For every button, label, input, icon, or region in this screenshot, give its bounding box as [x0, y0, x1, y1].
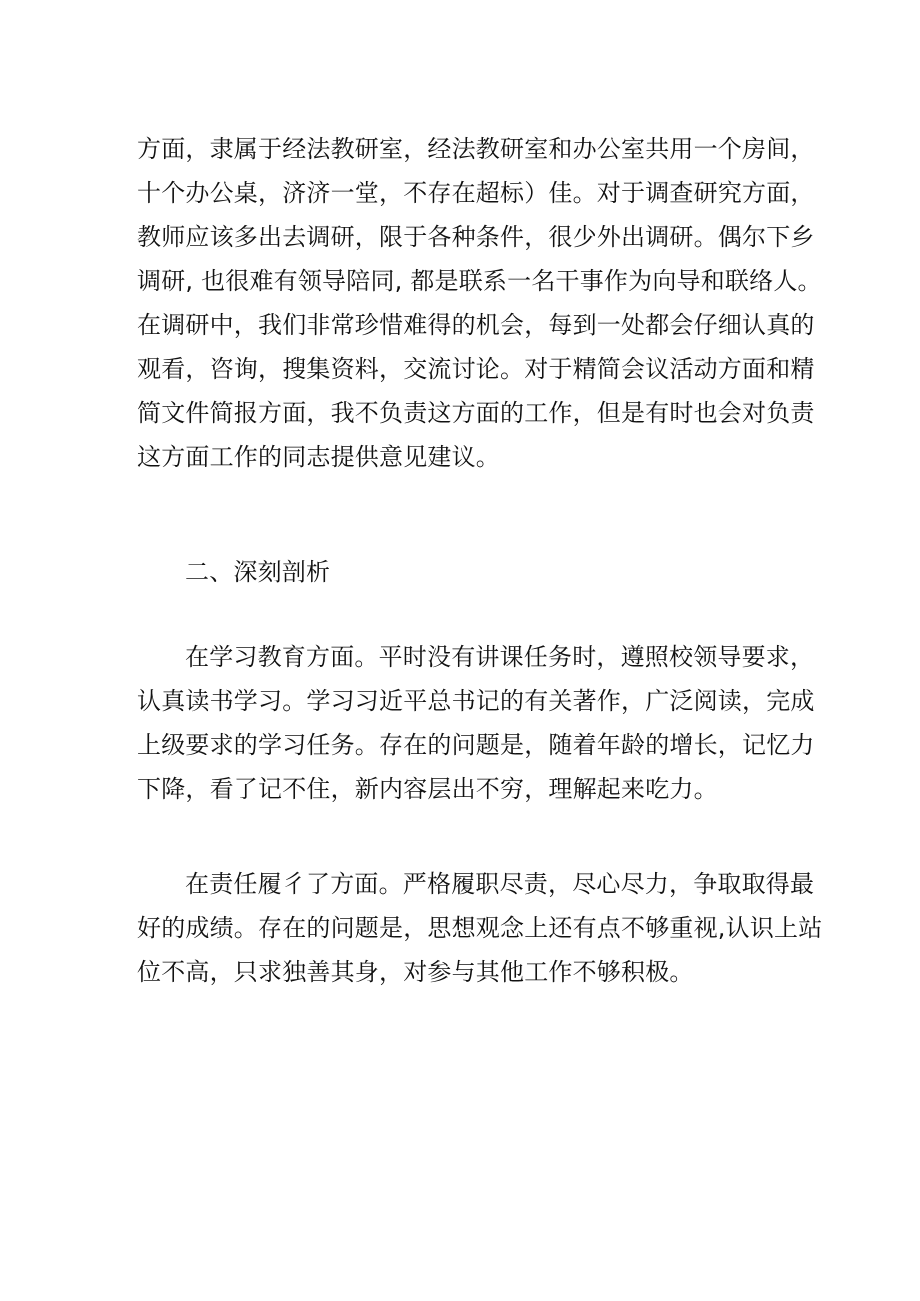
- text-line: 简文件简报方面，我不负责这方面的工作，但是有时也会对负责: [137, 399, 815, 427]
- paragraph-study-education: [137, 635, 815, 811]
- text-line: 位不高，只求独善其身，对参与其他工作不够积极。: [137, 958, 694, 986]
- text-line: 教师应该多出去调研，限于各种条件，很少外出调研。偶尔下乡: [137, 223, 815, 251]
- text-line: 观看，咨询，搜集资料，交流讨论。对于精简会议活动方面和精: [137, 355, 815, 383]
- text-line: 好的成绩。存在的问题是，思想观念上还有点不够重视,认识上站: [137, 914, 823, 942]
- text-line: 调研, 也很难有领导陪同, 都是联系一名干事作为向导和联络人。: [137, 267, 822, 295]
- text-line: 认真读书学习。学习习近平总书记的有关著作，广泛阅读，完成: [137, 687, 815, 715]
- text-line: 在调研中，我们非常珍惜难得的机会，每到一处都会仔细认真的: [137, 311, 815, 339]
- section-heading-block: [137, 550, 797, 594]
- text-line: 这方面工作的同志提供意见建议。: [137, 443, 500, 471]
- paragraph-responsibility: [137, 862, 823, 994]
- paragraph-continuation: [137, 127, 822, 479]
- text-line: 在责任履彳了方面。严格履职尽责，尽心尽力，争取取得最: [185, 870, 815, 898]
- text-line: 上级要求的学习任务。存在的问题是，随着年龄的增长，记忆力: [137, 731, 815, 759]
- text-line: 在学习教育方面。平时没有讲课任务时，遵照校领导要求，: [185, 643, 815, 671]
- text-line: 十个办公桌，济济一堂，不存在超标）佳。对于调查研究方面，: [137, 179, 815, 207]
- section-heading: 二、深刻剖析: [185, 558, 331, 586]
- text-line: 下降，看了记不住，新内容层出不穷，理解起来吃力。: [137, 775, 718, 803]
- text-line: 方面，隶属于经法教研室，经法教研室和办公室共用一个房间，: [137, 135, 815, 163]
